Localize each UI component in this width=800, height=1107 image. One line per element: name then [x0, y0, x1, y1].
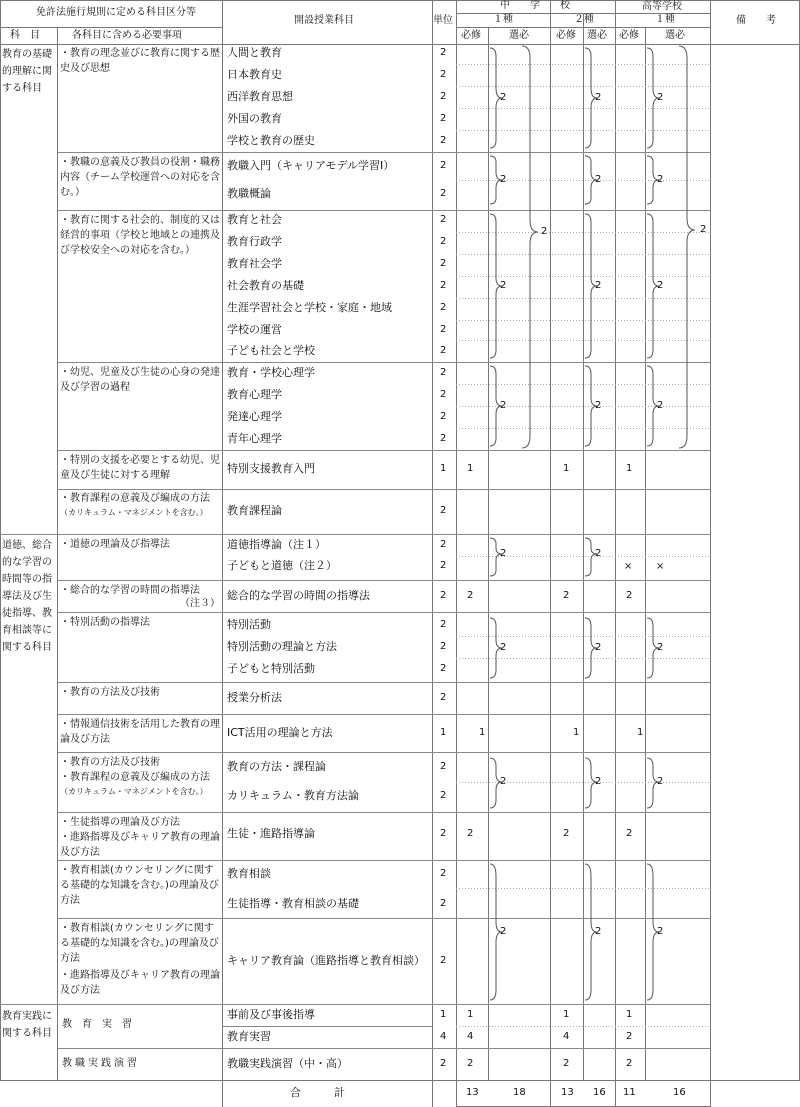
course-units: 1	[440, 727, 447, 738]
j1-required-value: 4	[467, 1031, 474, 1042]
item-social-system: ・教育に関する社会的、制度的又は経営的事項（学校と地域との連携及び学校安全への対応を含む。）	[60, 215, 220, 256]
item-student-guidance: ・生徒指導の理論及び方法	[60, 817, 180, 828]
hs-type1-header: １種	[655, 14, 675, 25]
course-name: 青年心理学	[227, 432, 282, 445]
item-curriculum: ・教育課程の意義及び編成の方法	[60, 493, 210, 504]
item-teaching-seminar: 教職実践演習	[62, 1058, 140, 1069]
jhs-type1-header: １種	[493, 14, 513, 25]
course-name: 教職入門（キャリアモデル学習Ⅰ）	[227, 159, 395, 172]
course-name: キャリア教育論（進路指導と教育相談）	[227, 954, 425, 967]
category-practice: 教育実践に関する科目	[2, 1011, 52, 1039]
item-methods-2: ・教育の方法及び技術	[60, 757, 160, 768]
course-name: 教育実習	[227, 1030, 271, 1043]
jhs-type2-header: ２種	[574, 14, 594, 25]
j2-required-value: 1	[573, 727, 580, 738]
course-units: 2	[440, 955, 447, 966]
h1-elective-value: 2	[657, 926, 664, 937]
h1-elective-value: 2	[657, 92, 664, 103]
j2-elective-value: 2	[595, 92, 602, 103]
j2-elective-value: 2	[595, 642, 602, 653]
course-units: 2	[440, 69, 447, 80]
category-title: 免許法施行規則に定める科目区分等	[36, 7, 196, 18]
course-name: 日本教育史	[227, 68, 282, 81]
h1-elective-group-value: 2	[700, 224, 707, 235]
course-units: 2	[440, 433, 447, 444]
item-curriculum-2: ・教育課程の意義及び編成の方法	[60, 772, 210, 783]
course-name: 西洋教育思想	[227, 90, 293, 103]
course-name: 教職実践演習（中・高）	[227, 1057, 348, 1070]
j2-required-value: 1	[563, 1009, 570, 1020]
j2-elective-value: 2	[595, 776, 602, 787]
item-special-needs: ・特別の支援を必要とする幼児、児童及び生徒に対する理解	[60, 455, 220, 481]
course-units: 2	[440, 868, 447, 879]
course-name: 特別活動の理論と方法	[227, 640, 337, 653]
course-name: 教育の方法・課程論	[227, 760, 326, 773]
course-name: 外国の教育	[227, 112, 282, 125]
course-name: 教育相談	[227, 867, 271, 880]
item-moral: ・道徳の理論及び指導法	[60, 539, 170, 550]
total-h1-elective: 16	[673, 1087, 686, 1098]
course-units: 2	[440, 761, 447, 772]
j2-elective-value: 2	[595, 280, 602, 291]
item-philosophy: ・教育の理念並びに教育に関する歴史及び思想	[60, 48, 220, 74]
course-name: 教育社会学	[227, 257, 282, 270]
course-name: 教育・学校心理学	[227, 366, 315, 379]
course-units: 2	[440, 113, 447, 124]
course-name: 生涯学習社会と学校・家庭・地域	[227, 301, 392, 314]
course-units: 2	[440, 302, 447, 313]
course-units: 2	[440, 1058, 447, 1069]
h1-required-value: 2	[626, 590, 633, 601]
category-foundation: 教育の基礎的理解に関する科目	[2, 49, 52, 94]
total-j1-elective: 18	[513, 1087, 526, 1098]
course-units: 2	[440, 539, 447, 550]
j2-required-value: 2	[563, 828, 570, 839]
category-guidance: 道徳、総合的な学習の時間等の指導法及び生徒指導、教育相談等に関する科目	[2, 540, 52, 653]
j1-required-value: 2	[467, 590, 474, 601]
jhs1-required-header: 必修	[461, 30, 481, 41]
h1-required-value: 2	[626, 1058, 633, 1069]
j1-required-value: 1	[479, 727, 486, 738]
item-curriculum-note: （カリキュラム・マネジメントを含む。）	[60, 508, 208, 517]
h1-required-value: 1	[637, 727, 644, 738]
course-units: 1	[440, 1009, 447, 1020]
course-units: 2	[440, 590, 447, 601]
j1-elective-value: 2	[500, 926, 507, 937]
item-teacher-role: ・教職の意義及び教員の役割・職務内容（チーム学校運営への対応を含む。）	[60, 157, 220, 198]
h1-elective-value: 2	[657, 776, 664, 787]
course-name: 特別支援教育入門	[227, 462, 315, 475]
course-units: 1	[440, 463, 447, 474]
total-j1-required: 13	[466, 1087, 479, 1098]
required-items-col-header: 各科目に含める必要事項	[72, 30, 182, 41]
jhs-header: 中 学 校	[500, 0, 570, 11]
course-name: 教職概論	[227, 187, 271, 200]
course-units: 2	[440, 258, 447, 269]
course-name: 子どもと道徳（注２）	[227, 559, 337, 572]
item-methods: ・教育の方法及び技術	[60, 687, 160, 698]
course-name: ICT活用の理論と方法	[227, 726, 333, 739]
j1-elective-group-value: 2	[541, 226, 548, 237]
course-units: 2	[440, 367, 447, 378]
course-units: 2	[440, 280, 447, 291]
subject-col-header: 科 目	[10, 30, 40, 41]
course-name: 子どもと特別活動	[227, 662, 315, 675]
j1-elective-value: 2	[500, 400, 507, 411]
item-integrated-study: ・総合的な学習の時間の指導法	[60, 585, 200, 596]
course-units: 2	[440, 692, 447, 703]
item-career-guidance-2: ・進路指導及びキャリア教育の理論及び方法	[60, 970, 220, 996]
j1-elective-value: 2	[500, 280, 507, 291]
course-name: 総合的な学習の時間の指導法	[227, 589, 370, 602]
course-units: 2	[440, 663, 447, 674]
j2-elective-value: 2	[595, 926, 602, 937]
course-name: 教育行政学	[227, 235, 282, 248]
total-j2-elective: 16	[593, 1087, 606, 1098]
j1-required-value: 1	[467, 1009, 474, 1020]
course-units: 2	[440, 324, 447, 335]
course-units: 2	[440, 135, 447, 146]
course-name: 事前及び事後指導	[227, 1008, 315, 1021]
course-units: 2	[440, 560, 447, 571]
course-name: 生徒指導・教育相談の基礎	[227, 897, 359, 910]
j1-required-value: 1	[467, 463, 474, 474]
item-ict: ・情報通信技術を活用した教育の理論及び方法	[60, 719, 220, 745]
course-name: 教育と社会	[227, 213, 282, 226]
course-units: 2	[440, 389, 447, 400]
course-units: 2	[440, 236, 447, 247]
course-units: 2	[440, 619, 447, 630]
note-3: （注３）	[180, 598, 220, 609]
course-units: 2	[440, 188, 447, 199]
j2-required-value: 1	[563, 463, 570, 474]
j2-required-value: 2	[563, 1058, 570, 1069]
courses-col-header: 開設授業科目	[294, 15, 354, 26]
hs1-required-header: 必修	[619, 30, 639, 41]
h1-required-value: 2	[626, 828, 633, 839]
total-label: 合 計	[290, 1086, 345, 1099]
j2-elective-value: 2	[595, 548, 602, 559]
j1-elective-value: 2	[500, 642, 507, 653]
course-name: 社会教育の基礎	[227, 279, 304, 292]
j2-required-value: 2	[563, 590, 570, 601]
item-career-guidance: ・進路指導及びキャリア教育の理論及び方法	[60, 832, 220, 858]
total-j2-required: 13	[561, 1087, 574, 1098]
j2-elective-value: 2	[595, 174, 602, 185]
item-special-activities: ・特別活動の指導法	[60, 617, 150, 628]
h1-elective-value: 2	[657, 400, 664, 411]
notes-col-header: 備 考	[736, 15, 776, 26]
course-name: 生徒・進路指導論	[227, 827, 315, 840]
course-units: 4	[440, 1031, 447, 1042]
hs1-elective-header: 選必	[665, 30, 685, 41]
course-name: 道徳指導論（注１）	[227, 538, 326, 551]
item-development: ・幼児、児童及び生徒の心身の発達及び学習の過程	[60, 367, 220, 393]
h1-elective-value: 2	[657, 174, 664, 185]
jhs2-elective-header: 選必	[587, 30, 607, 41]
course-name: 子ども社会と学校	[227, 344, 315, 357]
h1-required-value: 1	[626, 1009, 633, 1020]
item-counseling-2: ・教育相談(カウンセリングに関する基礎的な知識を含む。)の理論及び方法	[60, 923, 219, 964]
hs-header: 高等学校	[642, 1, 682, 12]
course-name: 人間と教育	[227, 46, 282, 59]
course-units: 2	[440, 641, 447, 652]
j2-elective-value: 2	[595, 400, 602, 411]
course-units: 2	[440, 505, 447, 516]
h1-required-value: ×	[624, 561, 633, 572]
course-name: 学校と教育の歴史	[227, 134, 315, 147]
course-units: 2	[440, 790, 447, 801]
j1-required-value: 2	[467, 828, 474, 839]
item-curriculum-2-note: （カリキュラム・マネジメントを含む。）	[60, 787, 208, 796]
course-name: 発達心理学	[227, 410, 282, 423]
jhs2-required-header: 必修	[556, 30, 576, 41]
h1-elective-value: 2	[657, 642, 664, 653]
h1-elective-value: ×	[656, 561, 665, 572]
item-counseling: ・教育相談(カウンセリングに関する基礎的な知識を含む。)の理論及び方法	[60, 865, 219, 906]
h1-required-value: 2	[626, 1031, 633, 1042]
course-units: 2	[440, 160, 447, 171]
course-units: 2	[440, 345, 447, 356]
j2-required-value: 4	[563, 1031, 570, 1042]
course-name: 教育心理学	[227, 388, 282, 401]
course-name: 教育課程論	[227, 504, 282, 517]
j1-elective-value: 2	[500, 548, 507, 559]
course-units: 2	[440, 47, 447, 58]
course-name: 特別活動	[227, 618, 271, 631]
course-name: 授業分析法	[227, 691, 282, 704]
j1-elective-value: 2	[500, 776, 507, 787]
total-h1-required: 11	[623, 1087, 636, 1098]
h1-elective-value: 2	[657, 280, 664, 291]
course-units: 2	[440, 214, 447, 225]
j1-elective-value: 2	[500, 92, 507, 103]
course-units: 2	[440, 91, 447, 102]
jhs1-elective-header: 選必	[509, 30, 529, 41]
h1-required-value: 1	[626, 463, 633, 474]
item-teaching-practice: 教 育 実 習	[62, 1019, 132, 1030]
j1-required-value: 2	[467, 1058, 474, 1069]
j1-elective-value: 2	[500, 174, 507, 185]
course-name: 学校の運営	[227, 323, 282, 336]
course-name: カリキュラム・教育方法論	[227, 789, 359, 802]
course-units: 2	[440, 411, 447, 422]
course-units: 2	[440, 898, 447, 909]
units-col-header: 単位	[433, 15, 453, 26]
course-units: 2	[440, 828, 447, 839]
